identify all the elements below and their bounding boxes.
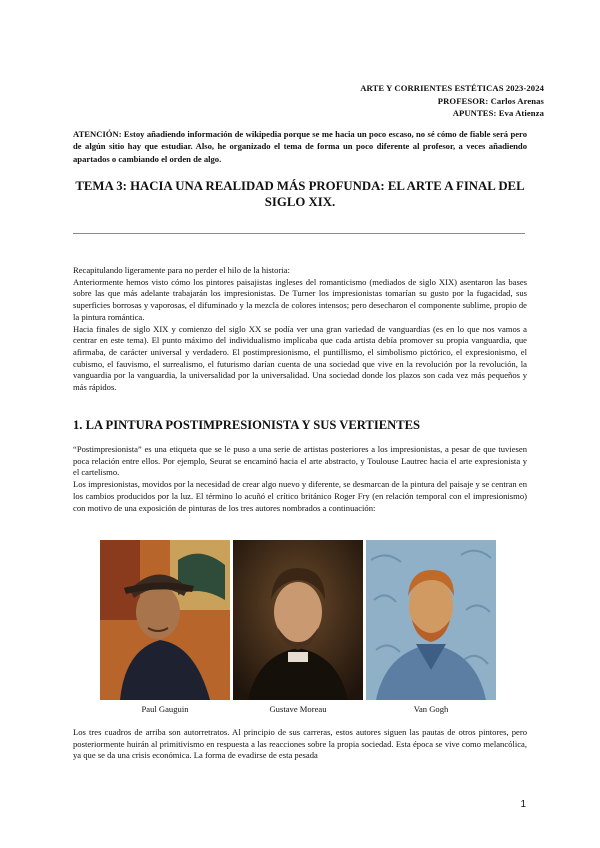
closing-paragraph: Los tres cuadros de arriba son autorretratos. Al principio de sus carreras, estos autores siguen las pautas de otros pintores, pero posteriormente huirán al primitivismo en respuesta a las reacciones sobre la propia sociedad. Esta época se vive como melancólica, ya que se da una crisis económica. La forma de evadirse de esta pesada <box>73 727 527 761</box>
section-heading: 1. LA PINTURA POSTIMPRESIONISTA Y SUS VERTIENTES <box>73 418 421 432</box>
figure-caption: Gustave Moreau <box>269 704 327 714</box>
closing-section <box>73 727 527 762</box>
course-title: ARTE Y CORRIENTES ESTÉTICAS 2023-2024 <box>360 83 544 93</box>
page-title: TEMA 3: HACIA UNA REALIDAD MÁS PROFUNDA: EL ARTE A FINAL DEL SIGLO XIX. <box>75 179 525 209</box>
professor-label: PROFESOR <box>437 95 486 106</box>
portrait-figures <box>100 540 500 715</box>
section-paragraph: “Postimpresionista” es una etiqueta que se le puso a una serie de artistas posteriores a los impresionistas, a pesar de que tuviesen poca relación entre ellos. Por ejemplo, Seurat se encaminó hacia el arte abstracto, y Toulouse Lautrec hacia el arte expresionista y el cartelismo. <box>73 444 527 478</box>
intro-paragraph: Hacia finales de siglo XIX y comienzo del siglo XX se podía ver una gran variedad de vanguardias (es en lo que nos vamos a centrar en este tema). El punto máximo del individualismo implicaba que cada artista debía promover su propia vanguardia, que afirmaba, de carácter universal y verdadero. El postimpresionismo, el puntillismo, el simbolismo pictórico, el expresionismo, el cubismo, el fauvismo, el surrealismo, el futurismo darían cuenta de una sociedad que vive en la revolución por la revolución, la vanguardia por la vanguardia, la universalidad por la universalidad. Una sociedad donde los plazos son cada vez más pequeños y más rápidos. <box>73 323 527 393</box>
section-body <box>73 444 527 514</box>
van-gogh-portrait-image <box>366 540 496 700</box>
professor-line <box>360 95 544 108</box>
page-number: 1 <box>520 799 526 810</box>
notice-text: : Estoy añadiendo información de wikipedia porque se me hacia un poco escaso, no sé cómo de fiable será pero de algún sitio hay que estudiar. Also, he organizado el tema de forma un poco diferente al profesor, a veces añadiendo apartados o cambiando el orden de algo. <box>73 129 527 164</box>
intro-paragraph: Anteriormente hemos visto cómo los pintores paisajistas ingleses del romanticismo (mediados de siglo XIX) asentaron las bases sobre las que más adelante trabajarán los impresionistas. De Turner los impresionistas tomarían su gusto por la fugacidad, sus superficies borrosas y vaporosas, el difuminado y la mezcla de colores intensos; pero desecharon el componente sublime, propio de la pintura romántica. <box>73 276 527 322</box>
notes-label: APUNTES <box>452 108 494 118</box>
intro-section <box>73 265 527 394</box>
divider <box>73 233 525 234</box>
attention-notice <box>73 128 527 165</box>
intro-paragraph: Recapitulando ligeramente para no perder el hilo de la historia: <box>73 265 290 275</box>
section-paragraph: Los impresionistas, movidos por la necesidad de crear algo nuevo y diferente, se desmarcan de la pintura del paisaje y se centran en los cambios producidos por la luz. El término lo acuñó el crítico británico Roger Fry (en relación temporal con el impresionismo) con motivo de una exposición de pinturas de los tres autores nombrados a continuación: <box>73 479 527 513</box>
document-header <box>360 82 544 120</box>
figure-caption: Van Gogh <box>413 704 449 714</box>
notes-author: : Eva Atienza <box>493 108 544 118</box>
notice-label: ATENCIÓN <box>73 129 119 139</box>
notes-line <box>360 107 544 120</box>
moreau-portrait-image <box>233 540 363 700</box>
figure-caption: Paul Gauguin <box>141 704 189 714</box>
gauguin-portrait-image <box>100 540 230 700</box>
professor-name: : Carlos Arenas <box>485 95 544 106</box>
